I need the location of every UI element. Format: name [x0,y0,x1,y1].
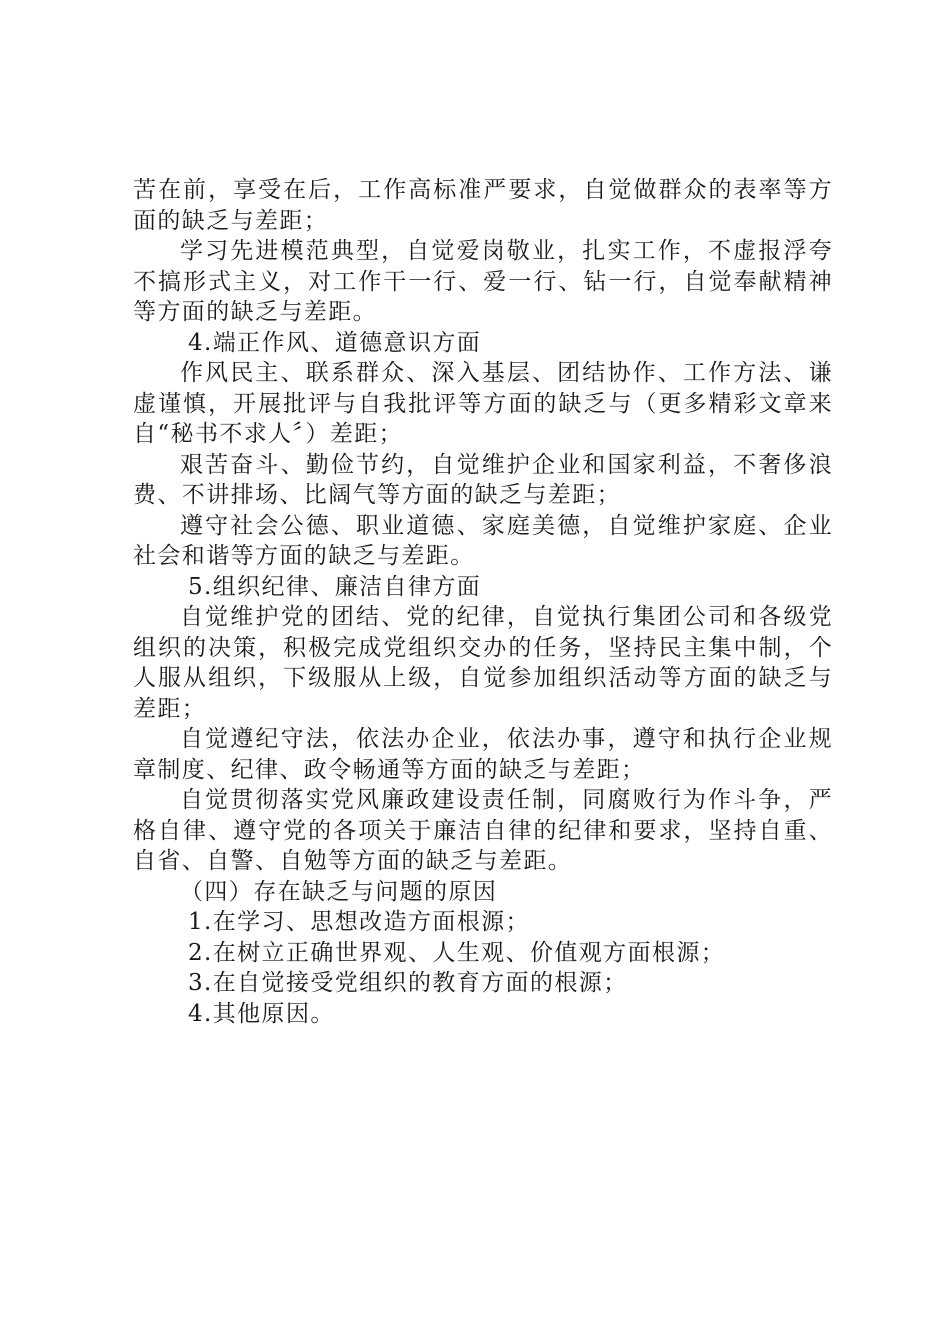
section-heading-5: 5.组织纪律、廉洁自律方面 [188,573,482,600]
section-heading-reasons: （四）存在缺乏与问题的原因 [180,878,498,905]
reason-list-item: 3.在自觉接受党组织的教育方面的根源； [188,970,628,996]
body-paragraph-continued: 苦在前，享受在后，工作高标准严要求，自觉做群众的表率等方面的缺乏与差距； [133,177,833,234]
body-paragraph: 自觉贯彻落实党风廉政建设责任制，同腐败行为作斗争，严格自律、遵守党的各项关于廉洁自律的纪律和要求，坚持自重、自省、自警、自勉等方面的缺乏与差距。 [133,787,833,874]
section-heading-4: 4.端正作风、道德意识方面 [188,329,482,356]
body-paragraph: 遵守社会公德、职业道德、家庭美德，自觉维护家庭、企业社会和谐等方面的缺乏与差距。 [133,512,833,569]
body-paragraph: 自觉维护党的团结、党的纪律，自觉执行集团公司和各级党组织的决策，积极完成党组织交办的任务，坚持民主集中制，个人服从组织，下级服从上级，自觉参加组织活动等方面的缺乏与差距； [133,604,833,722]
document-body [133,175,833,1029]
body-paragraph: 自觉遵纪守法，依法办企业，依法办事，遵守和执行企业规章制度、纪律、政令畅通等方面的缺乏与差距； [133,726,833,783]
body-paragraph: 学习先进模范典型，自觉爱岗敬业，扎实工作，不虚报浮夸不搞形式主义，对工作干一行、爱一行、钻一行，自觉奉献精神等方面的缺乏与差距。 [133,238,833,325]
reason-list-item: 4.其他原因。 [188,1000,335,1027]
reason-list-item: 1.在学习、思想改造方面根源； [188,909,530,935]
reason-list-item: 2.在树立正确世界观、人生观、价值观方面根源； [188,939,726,966]
body-paragraph: 作风民主、联系群众、深入基层、团结协作、工作方法、谦虚谨慎，开展批评与自我批评等方面的缺乏与（更多精彩文章来自“秘书不求人〞）差距； [133,360,833,447]
body-paragraph: 艰苦奋斗、勤俭节约，自觉维护企业和国家利益，不奢侈浪费、不讲排场、比阔气等方面的缺乏与差距； [133,451,833,508]
